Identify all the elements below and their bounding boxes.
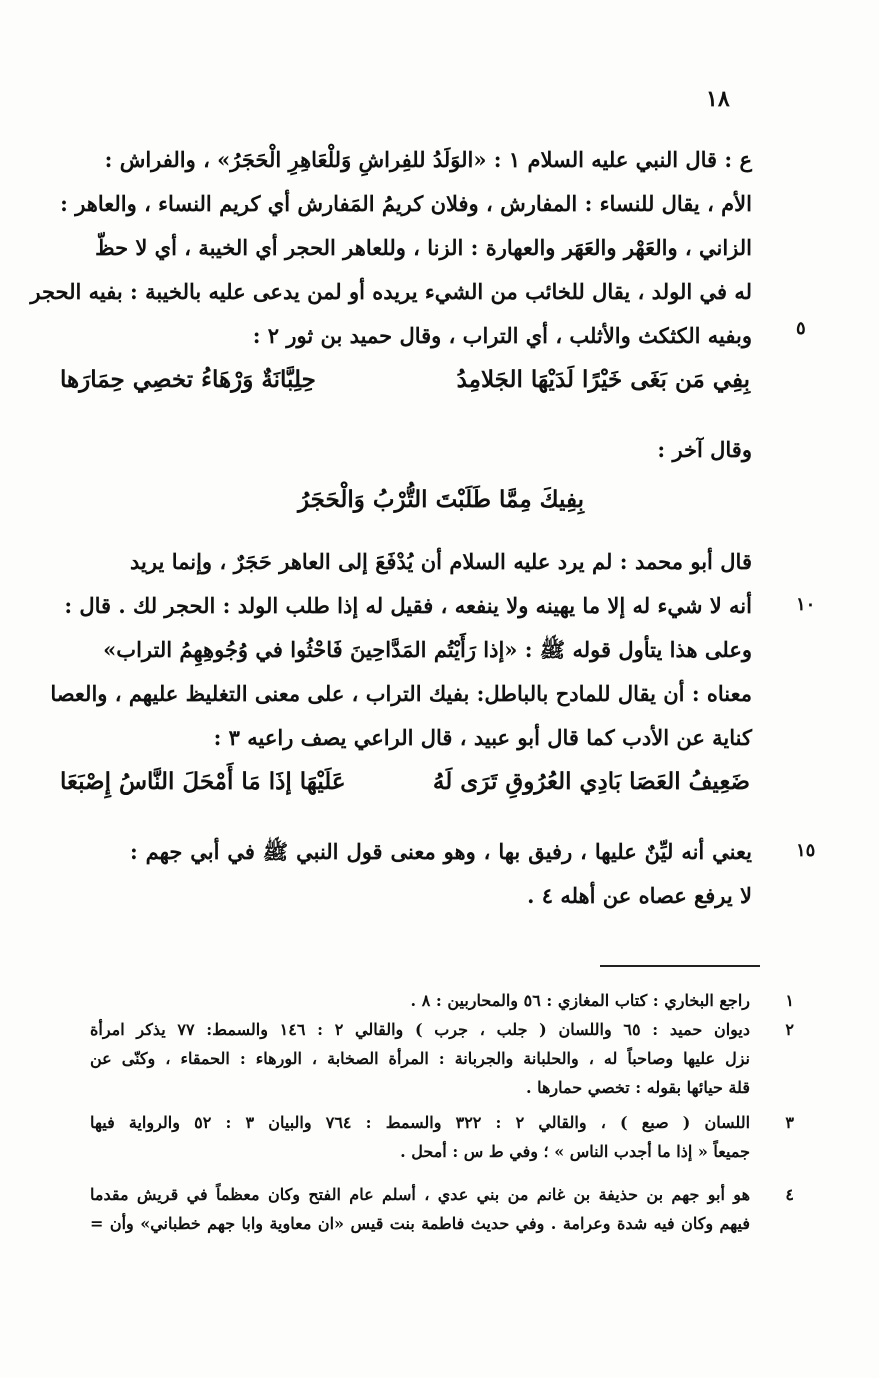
footnote-line: اللسان ( صبع ) ، والقالي ٢ : ٣٢٢ والسمط : ٧٦٤ والبيان ٣ : ٥٢ والرواية فيها: [90, 1113, 751, 1132]
text-line: يعني أنه ليِّنٌ عليها ، رفيق بها ، وهو معنى قول النبي ﷺ في أبي جهم :: [130, 839, 752, 864]
verse-2: [60, 768, 750, 795]
footnote-line: نزل عليها وصاحباً له ، والحلبانة والجربانة : المرأة الصخابة ، الورهاء : الحمقاء ، وكنّى عن: [90, 1049, 750, 1068]
text-line: له في الولد ، يقال للخائب من الشيء يريده أو لمن يدعى عليه بالخيبة : بفيه الحجر: [30, 279, 752, 304]
half-verse: بِفِيكَ مِمَّا طَلَبْتَ التُّرْبُ وَالْحَجَرُ: [297, 486, 585, 513]
footnote-number: ٤: [785, 1185, 794, 1204]
line-number-5: ٥: [796, 318, 806, 339]
text-line: أنه لا شيء له إلا ما يهينه ولا ينفعه ، فقيل له إذا طلب الولد : الحجر لك . قال :: [64, 593, 752, 618]
verse-2-first-hemistich: ضَعِيفُ العَصَا بَادِي العُرُوقِ تَرَى لَهُ: [432, 768, 750, 795]
another-said: [430, 428, 752, 472]
paragraph-3: [130, 830, 752, 918]
text-line: وقال آخر :: [657, 437, 752, 462]
line-number-15: ١٥: [796, 840, 816, 861]
footnote-line: قلة حيائها بقوله : تخصي حمارها .: [525, 1078, 750, 1097]
text-line: ع : قال النبي عليه السلام ١ : «الوَلَدُ للفِراشِ وَللْعَاهِرِ الْحَجَرُ» ، والفراش :: [104, 147, 752, 172]
paragraph-2: [50, 540, 752, 760]
text-line: لا يرفع عصاه عن أهله ٤ .: [527, 883, 752, 908]
verse-1: [60, 366, 750, 393]
text-line: الأم ، يقال للنساء : المفارش ، وفلان كريمُ المَفارش أي كريم النساء ، والعاهر :: [60, 191, 752, 216]
text-line: قال أبو محمد : لم يرد عليه السلام أن يُدْفَعَ إلى العاهر حَجَرٌ ، وإنما يريد: [130, 549, 752, 574]
line-number-10: ١٠: [796, 594, 816, 615]
footnote-1: [90, 986, 794, 1015]
footnote-number: ٢: [785, 1020, 794, 1039]
text-line: الزاني ، والعَهْر والعَهَر والعهارة : الزنا ، وللعاهر الحجر أي الخيبة ، أي لا حظّ: [95, 235, 752, 260]
verse-1-second-hemistich: حِلِبَّانَةٌ وَرْهَاءُ تخصِي حِمَارَها: [60, 366, 316, 393]
text-line: وبفيه الكثكث والأثلب ، أي التراب ، وقال حميد بن ثور ٢ :: [252, 323, 752, 348]
footnote-line: هو أبو جهم بن حذيفة بن غانم من بني عدي ، أسلم عام الفتح وكان معظماً في قريش مقدما: [90, 1185, 750, 1204]
footnote-3: [90, 1108, 794, 1166]
footnote-number: ١: [785, 991, 794, 1010]
footnote-line: فيهم وكان فيه شدة وعرامة . وفي حديث فاطمة بنت قيس «ان معاوية وابا جهم خطباني» وأن =: [90, 1214, 751, 1233]
verse-2-second-hemistich: عَلَيْهَا إذَا مَا أَمْحَلَ النَّاسُ إِصْبَعَا: [60, 768, 346, 795]
paragraph-1: [30, 138, 752, 358]
footnote-separator: [600, 965, 760, 967]
footnote-line: ديوان حميد : ٦٥ واللسان ( جلب ، جرب ) والقالي ٢ : ١٤٦ والسمط: ٧٧ يذكر امرأة: [90, 1020, 751, 1039]
page-number: ١٨: [706, 86, 730, 112]
footnote-2: [90, 1015, 794, 1102]
footnote-number: ٣: [785, 1113, 794, 1132]
text-line: معناه : أن يقال للمادح بالباطل: بفيك التراب ، على معنى التغليظ عليهم ، والعصا: [50, 681, 752, 706]
footnote-4: [90, 1180, 794, 1238]
text-line: كناية عن الأدب كما قال أبو عبيد ، قال الراعي يصف راعيه ٣ :: [213, 725, 752, 750]
footnote-line: راجع البخاري : كتاب المغازي : ٥٦ والمحاربين : ٨ .: [410, 991, 750, 1010]
footnote-line: جميعاً « إذا ما أجدب الناس » ؛ وفي ط س : أمحل .: [400, 1142, 750, 1161]
text-line: وعلى هذا يتأول قوله ﷺ : «إذا رَأَيْتُم المَدَّاحِينَ فَاحْثُوا في وُجُوهِهِمُ التراب»: [103, 637, 752, 662]
verse-1-first-hemistich: بِفِي مَن بَغَى خَيْرًا لَدَيْهَا الجَلامِدُ: [456, 366, 750, 393]
